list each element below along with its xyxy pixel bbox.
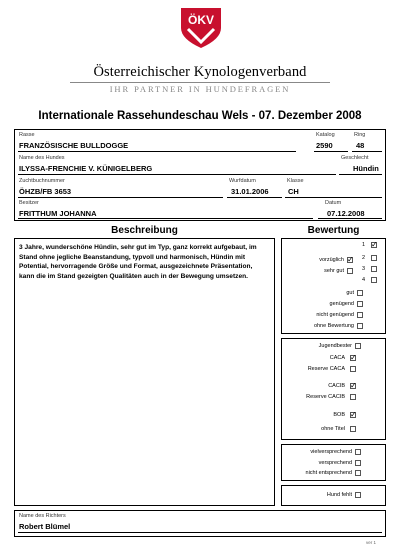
name-value: ILYSSA-FRENCHIE V. KÜNIGELBERG xyxy=(19,164,153,173)
number-1: 1 xyxy=(362,242,366,248)
judge-box xyxy=(14,510,386,537)
temperament-box xyxy=(281,444,386,481)
check-mark-icon: ✓ xyxy=(350,353,357,362)
absent-box xyxy=(281,485,386,506)
award-label-bob: BOB xyxy=(333,412,345,418)
checkbox-sehr-gut[interactable] xyxy=(347,268,353,274)
award-label-jugendbester: Jugendbester xyxy=(318,343,352,349)
klasse-value: CH xyxy=(288,187,299,196)
dog-info-box xyxy=(14,129,386,221)
description-heading: Beschreibung xyxy=(111,225,178,236)
geschlecht-value: Hündin xyxy=(353,164,379,173)
grade-label-ohne-bewertung: ohne Bewertung xyxy=(313,323,354,329)
klasse-line xyxy=(285,197,382,198)
grade-label-nicht-genuegend: nicht genügend xyxy=(316,312,354,318)
klasse-label: Klasse xyxy=(287,178,304,184)
name-label: Name des Hundes xyxy=(19,155,65,161)
grade-label-sehr-gut: sehr gut xyxy=(324,268,344,274)
besitzer-value: FRITTHUM JOHANNA xyxy=(19,209,97,218)
judge-line xyxy=(18,532,382,533)
award-label-caca: CACA xyxy=(329,355,345,361)
rasse-line xyxy=(18,151,296,152)
temperament-label-nicht-entsprechend: nicht entsprechend xyxy=(305,470,352,476)
check-mark-icon: ✓ xyxy=(371,240,378,249)
checkbox-versprechend[interactable] xyxy=(355,460,361,466)
datum-label: Datum xyxy=(325,200,342,206)
katalog-value: 2590 xyxy=(316,141,333,150)
name-line xyxy=(18,174,336,175)
checkbox-reserve-caca[interactable] xyxy=(350,366,356,372)
judge-name: Robert Blümel xyxy=(19,522,71,531)
version-label: ver 1 xyxy=(366,540,377,545)
hund-fehlt-label: Hund fehlt xyxy=(326,492,352,498)
ring-label: Ring xyxy=(354,132,366,138)
checkbox-ohne-titel[interactable] xyxy=(350,426,356,432)
description-text: 3 Jahre, wunderschöne Hündin, sehr gut im Typ, ganz korrekt aufgebaut, im Stand ohne jegliche Beanstandung, typvoll und harmonisch, Hündin mit Potential, hervorragende Größe und Format, ausgezeichnete Präsentation, kann die im Stand gezeigten Qualitäten auch in der Bewegung umsetzen. xyxy=(19,244,257,280)
ring-value: 48 xyxy=(356,141,365,150)
check-mark-icon: ✓ xyxy=(347,255,354,264)
judge-label: Name des Richters xyxy=(19,513,66,519)
grade-label-vorzueglich: vorzüglich xyxy=(319,257,344,263)
rasse-value: FRANZÖSISCHE BULLDOGGE xyxy=(19,141,129,150)
award-label-reserve-cacib: Reserve CACIB xyxy=(306,394,345,400)
award-label-ohne-titel: ohne Titel xyxy=(321,426,345,432)
checkbox-ohne-bewertung[interactable] xyxy=(357,323,363,329)
ring-line xyxy=(352,151,382,152)
checkbox-4[interactable] xyxy=(371,277,377,283)
checkbox-hund-fehlt[interactable] xyxy=(355,492,361,498)
checkbox-nicht-genuegend[interactable] xyxy=(357,312,363,318)
grade-label-gut: gut xyxy=(346,290,354,296)
check-mark-icon: ✓ xyxy=(350,410,357,419)
rating-heading: Bewertung xyxy=(307,225,360,236)
number-3: 3 xyxy=(362,266,366,272)
zuchtbuch-value: ÖHZB/FB 3653 xyxy=(19,187,72,196)
okv-logo xyxy=(178,6,224,50)
temperament-label-versprechend: versprechend xyxy=(318,460,352,466)
divider xyxy=(70,82,330,83)
zuchtbuch-label: Zuchtbuchnummer xyxy=(19,178,65,184)
wurfdatum-value: 31.01.2006 xyxy=(231,187,269,196)
katalog-line xyxy=(314,151,348,152)
number-2: 2 xyxy=(362,255,366,261)
checkbox-nicht-entsprechend[interactable] xyxy=(355,470,361,476)
temperament-label-vielversprechend: vielversprechend xyxy=(310,449,352,455)
organization-subtitle: IHR PARTNER IN HUNDEFRAGEN xyxy=(109,84,291,94)
geschlecht-line xyxy=(339,174,382,175)
wurfdatum-line xyxy=(227,197,282,198)
description-box xyxy=(14,238,275,506)
number-4: 4 xyxy=(362,277,366,283)
event-title: Internationale Rassehundeschau Wels - 07. Dezember 2008 xyxy=(38,110,362,122)
award-label-reserve-caca: Reserve CACA xyxy=(307,366,345,372)
datum-line xyxy=(318,218,382,219)
logo-text: ÖKV xyxy=(187,13,215,27)
award-label-cacib: CACIB xyxy=(328,383,345,389)
checkbox-jugendbester[interactable] xyxy=(355,343,361,349)
checkbox-genuegend[interactable] xyxy=(357,301,363,307)
checkbox-gut[interactable] xyxy=(357,290,363,296)
checkbox-vielversprechend[interactable] xyxy=(355,449,361,455)
organization-name: Österreichischer Kynologenverband xyxy=(93,64,307,80)
geschlecht-label: Geschlecht xyxy=(341,155,369,161)
grade-box xyxy=(281,238,386,334)
checkbox-3[interactable] xyxy=(371,266,377,272)
wurfdatum-label: Wurfdatum xyxy=(229,178,256,184)
katalog-label: Katalog xyxy=(316,132,335,138)
award-box xyxy=(281,338,386,440)
checkbox-reserve-cacib[interactable] xyxy=(350,394,356,400)
datum-value: 07.12.2008 xyxy=(327,209,365,218)
rasse-label: Rasse xyxy=(19,132,35,138)
checkbox-2[interactable] xyxy=(371,255,377,261)
check-mark-icon: ✓ xyxy=(350,381,357,390)
grade-label-genuegend: genügend xyxy=(329,301,354,307)
zuchtbuch-line xyxy=(18,197,223,198)
besitzer-line xyxy=(18,218,313,219)
besitzer-label: Besitzer xyxy=(19,200,39,206)
